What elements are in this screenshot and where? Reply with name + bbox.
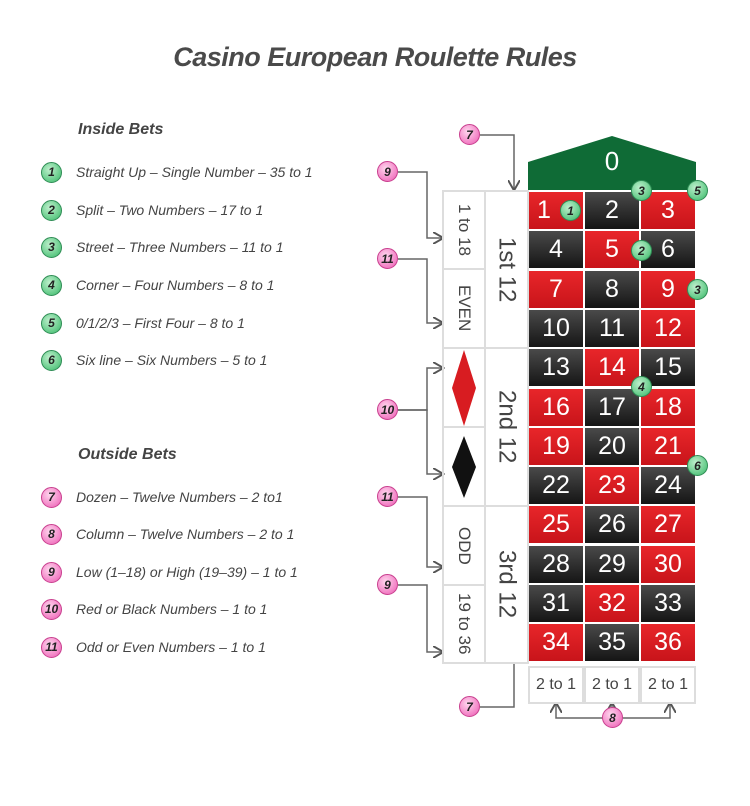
green-marker: 1: [560, 200, 581, 221]
number-cell-26[interactable]: 26: [585, 506, 639, 543]
green-marker: 4: [41, 275, 62, 296]
number-cell-36[interactable]: 36: [641, 624, 695, 661]
low-bet-cell[interactable]: [442, 190, 486, 270]
green-marker: 2: [631, 240, 652, 261]
dozen-label: 3rd 12: [493, 550, 521, 619]
arrow-odd: [398, 497, 442, 567]
number-cell-29[interactable]: 29: [585, 546, 639, 583]
number-cell-20[interactable]: 20: [585, 428, 639, 465]
green-marker: 5: [41, 313, 62, 334]
number-cell-12[interactable]: 12: [641, 310, 695, 347]
pink-marker: 10: [377, 399, 398, 420]
bet-text: Dozen – Twelve Numbers – 2 to1: [76, 489, 283, 505]
pink-marker: 7: [41, 487, 62, 508]
pink-marker: 11: [377, 486, 398, 507]
zero-label: 0: [604, 146, 620, 176]
dozen-2-cell[interactable]: [484, 347, 529, 507]
green-marker: 2: [41, 200, 62, 221]
number-cell-34[interactable]: 34: [529, 624, 583, 661]
pink-marker: 8: [602, 707, 623, 728]
outside-bets-heading: Outside Bets: [78, 446, 177, 463]
bet-text: Column – Twelve Numbers – 2 to 1: [76, 526, 295, 542]
pink-marker: 9: [41, 562, 62, 583]
number-cell-9[interactable]: 9: [641, 271, 695, 308]
bet-text: Red or Black Numbers – 1 to 1: [76, 601, 268, 617]
number-cell-2[interactable]: 2: [585, 192, 639, 229]
bet-text: Split – Two Numbers – 17 to 1: [76, 202, 264, 218]
number-cell-15[interactable]: 15: [641, 349, 695, 386]
bet-text: Corner – Four Numbers – 8 to 1: [76, 277, 275, 293]
bet-text: Street – Three Numbers – 11 to 1: [76, 239, 284, 255]
inside-bets-heading: Inside Bets: [78, 121, 164, 138]
pink-marker: 7: [459, 696, 480, 717]
number-cell-22[interactable]: 22: [529, 467, 583, 504]
arrow-low: [398, 172, 442, 238]
even-label: EVEN: [455, 285, 474, 332]
dozen-3-cell[interactable]: [484, 505, 529, 664]
dozen-label: 2nd 12: [493, 390, 521, 464]
bet-text: 0/1/2/3 – First Four – 8 to 1: [76, 315, 245, 331]
bet-text: Straight Up – Single Number – 35 to 1: [76, 164, 313, 180]
number-cell-21[interactable]: 21: [641, 428, 695, 465]
odd-label: ODD: [455, 526, 474, 565]
pink-marker: 10: [41, 599, 62, 620]
number-cell-8[interactable]: 8: [585, 271, 639, 308]
arrow-dozen-1: [480, 135, 514, 189]
pink-marker: 11: [377, 248, 398, 269]
number-cell-35[interactable]: 35: [585, 624, 639, 661]
number-cell-14[interactable]: 14: [585, 349, 639, 386]
number-cell-24[interactable]: 24: [641, 467, 695, 504]
pink-marker: 9: [377, 161, 398, 182]
number-cell-23[interactable]: 23: [585, 467, 639, 504]
number-cell-17[interactable]: 17: [585, 389, 639, 426]
dozen-1-cell[interactable]: [484, 190, 529, 349]
green-marker: 6: [41, 350, 62, 371]
green-marker: 6: [687, 455, 708, 476]
number-cell-5[interactable]: 5: [585, 231, 639, 268]
pink-marker: 9: [377, 574, 398, 595]
green-marker: 3: [687, 279, 708, 300]
arrow-col-1: [556, 704, 603, 718]
number-cell-33[interactable]: 33: [641, 585, 695, 622]
column-3-bet[interactable]: 2 to 1: [640, 666, 696, 704]
arrow-red: [398, 368, 442, 410]
number-cell-28[interactable]: 28: [529, 546, 583, 583]
green-marker: 3: [631, 180, 652, 201]
pink-marker: 11: [41, 637, 62, 658]
odd-bet-cell[interactable]: [442, 505, 486, 586]
number-cell-1[interactable]: 1: [529, 192, 583, 229]
number-cell-16[interactable]: 16: [529, 389, 583, 426]
number-cell-13[interactable]: 13: [529, 349, 583, 386]
number-cell-6[interactable]: 6: [641, 231, 695, 268]
number-cell-18[interactable]: 18: [641, 389, 695, 426]
number-cell-25[interactable]: 25: [529, 506, 583, 543]
number-cell-11[interactable]: 11: [585, 310, 639, 347]
red-bet-cell[interactable]: [442, 347, 486, 428]
number-cell-4[interactable]: 4: [529, 231, 583, 268]
green-marker: 5: [687, 180, 708, 201]
number-cell-32[interactable]: 32: [585, 585, 639, 622]
even-bet-cell[interactable]: [442, 268, 486, 349]
number-cell-30[interactable]: 30: [641, 546, 695, 583]
low-label: 1 to 18: [455, 204, 474, 256]
page-title: Casino European Roulette Rules: [173, 42, 577, 72]
pink-marker: 7: [459, 124, 480, 145]
green-marker: 1: [41, 162, 62, 183]
bet-text: Low (1–18) or High (19–39) – 1 to 1: [76, 564, 298, 580]
arrow-col-3: [623, 704, 670, 718]
arrow-high: [398, 585, 442, 652]
bet-text: Odd or Even Numbers – 1 to 1: [76, 639, 266, 655]
column-2-bet[interactable]: 2 to 1: [584, 666, 640, 704]
number-cell-10[interactable]: 10: [529, 310, 583, 347]
number-cell-27[interactable]: 27: [641, 506, 695, 543]
number-cell-7[interactable]: 7: [529, 271, 583, 308]
number-cell-19[interactable]: 19: [529, 428, 583, 465]
black-bet-cell[interactable]: [442, 426, 486, 507]
number-cell-31[interactable]: 31: [529, 585, 583, 622]
pink-marker: 8: [41, 524, 62, 545]
arrow-black: [398, 410, 442, 474]
high-bet-cell[interactable]: [442, 584, 486, 664]
green-marker: 3: [41, 237, 62, 258]
arrow-even: [398, 259, 442, 323]
high-label: 19 to 36: [455, 593, 474, 655]
column-1-bet[interactable]: 2 to 1: [528, 666, 584, 704]
green-marker: 4: [631, 376, 652, 397]
number-cell-3[interactable]: 3: [641, 192, 695, 229]
dozen-label: 1st 12: [493, 236, 521, 303]
bet-text: Six line – Six Numbers – 5 to 1: [76, 352, 268, 368]
